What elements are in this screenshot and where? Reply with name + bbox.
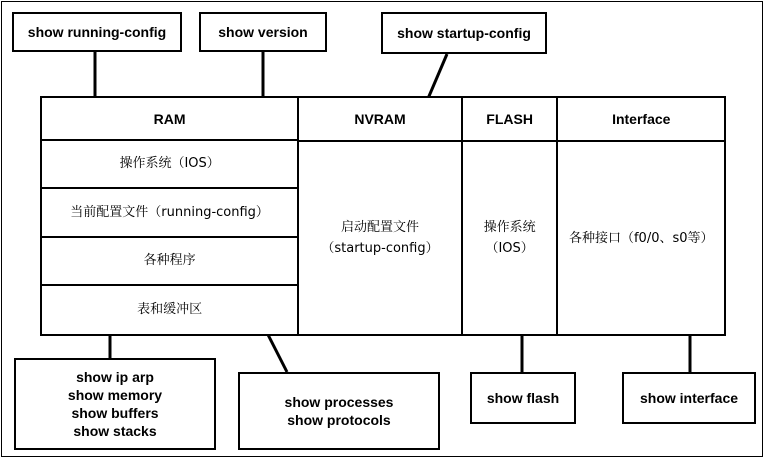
callout-line: show version <box>218 24 308 40</box>
callout-line: show stacks <box>73 423 157 439</box>
interface-line-1: 各种接口（f0/0、s0等） <box>568 230 714 246</box>
interface-body <box>558 142 724 334</box>
column-ram <box>42 98 299 334</box>
callout-show-interface[interactable] <box>622 372 756 424</box>
callout-line: show flash <box>486 390 560 406</box>
flash-line-2: （IOS） <box>485 241 534 256</box>
callout-line: show interface <box>639 390 739 406</box>
ram-cell-running-config: 当前配置文件（running-config） <box>42 189 297 237</box>
callout-show-processes-group[interactable] <box>238 372 440 450</box>
column-interface <box>558 98 724 334</box>
callout-line: show ip arp <box>76 369 154 385</box>
callout-line: show startup-config <box>397 25 531 41</box>
callout-line: show protocols <box>287 412 391 428</box>
callout-line: show running-config <box>27 24 167 40</box>
nvram-line-1: 启动配置文件 <box>340 220 419 235</box>
column-header-interface: Interface <box>558 98 724 142</box>
memory-table <box>40 96 726 336</box>
column-header-ram: RAM <box>42 98 297 141</box>
flash-line-1: 操作系统 <box>483 220 536 235</box>
callout-line: show memory <box>67 387 163 403</box>
ram-cell-tables-buffers: 表和缓冲区 <box>137 301 203 317</box>
column-header-flash: FLASH <box>463 98 557 142</box>
flash-body <box>463 142 557 334</box>
callout-line: show buffers <box>71 405 159 421</box>
column-nvram <box>299 98 463 334</box>
nvram-body <box>299 142 461 334</box>
column-header-nvram: NVRAM <box>299 98 461 142</box>
callout-show-version[interactable] <box>199 12 327 52</box>
callout-show-flash[interactable] <box>470 372 576 424</box>
column-flash <box>463 98 559 334</box>
ram-cell-programs: 各种程序 <box>42 238 297 286</box>
callout-show-ram-group[interactable] <box>14 358 216 450</box>
callout-line: show processes <box>284 394 394 410</box>
ram-cell-ios: 操作系统（IOS） <box>42 141 297 189</box>
callout-show-running-config[interactable] <box>12 12 182 52</box>
callout-show-startup-config[interactable] <box>381 12 547 54</box>
nvram-line-2: （startup-config） <box>321 241 439 256</box>
